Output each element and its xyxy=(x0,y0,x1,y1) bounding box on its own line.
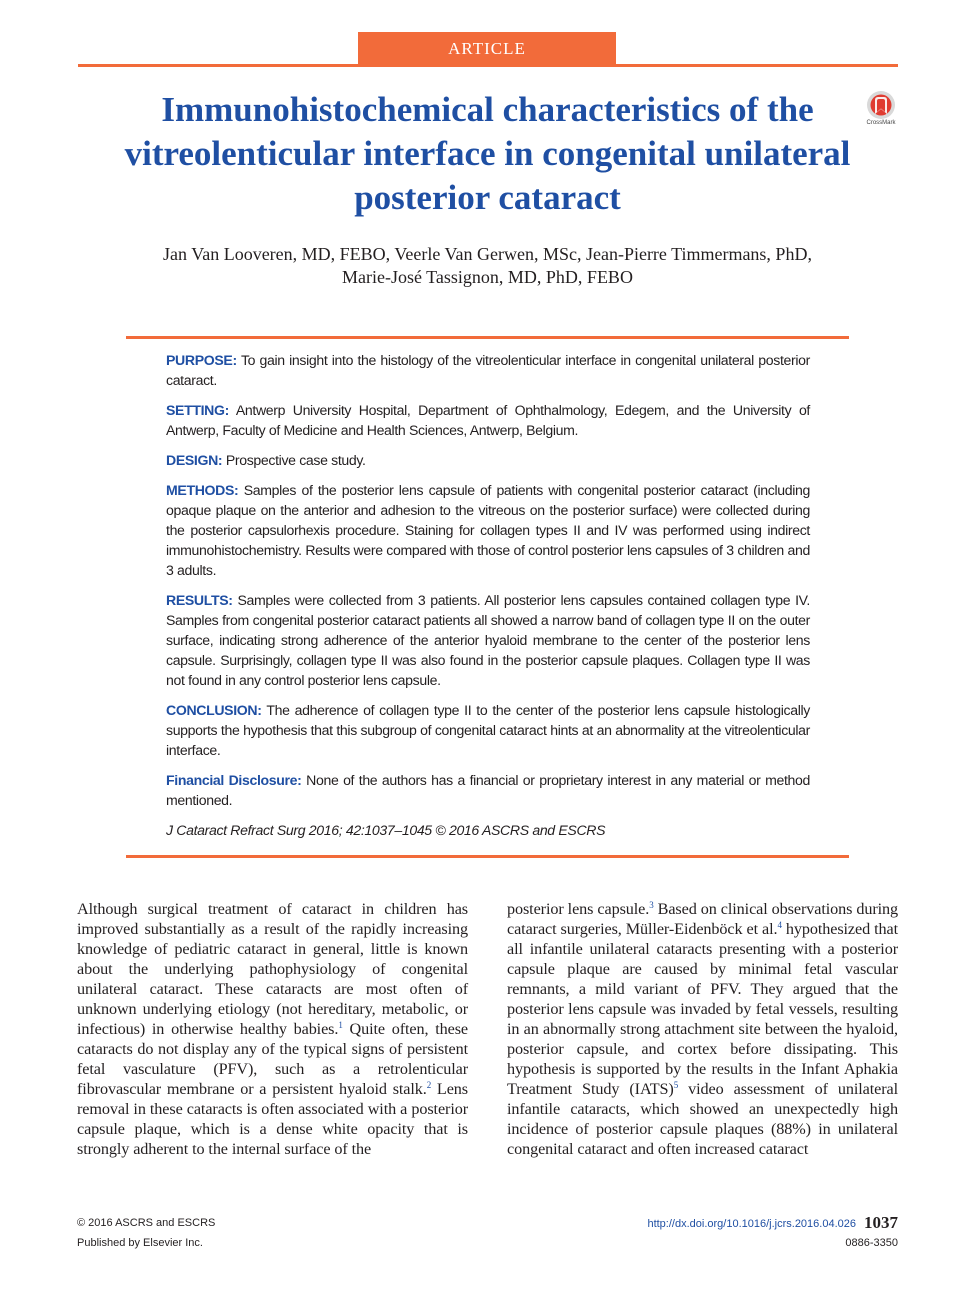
abstract-setting xyxy=(166,400,810,440)
journal-citation: J Cataract Refract Surg 2016; 42:1037–1045 © 2016 ASCRS and ESCRS xyxy=(166,822,606,838)
body-text: posterior lens capsule. xyxy=(507,900,650,918)
reference-link-1[interactable]: 1 xyxy=(338,1020,343,1030)
reference-link-2[interactable]: 2 xyxy=(426,1080,432,1090)
methods-label: METHODS: xyxy=(166,482,239,498)
doi-link[interactable]: http://dx.doi.org/10.1016/j.jcrs.2016.04.026 xyxy=(647,1218,856,1230)
authors-line-2: Marie-José Tassignon, MD, PhD, FEBO xyxy=(342,267,633,287)
header-rule xyxy=(78,64,898,67)
body-text: video assessment of unilateral infantile cataracts, which showed an unexpectedly high incidence of posterior capsule plaques (88%) in unilateral congenital cataract and often increased cataract xyxy=(507,1080,898,1158)
results-label: RESULTS: xyxy=(166,592,233,608)
disclosure-text: None of the authors has a financial or proprietary interest in any material or method mentioned. xyxy=(166,772,810,808)
conclusion-text: The adherence of collagen type II to the center of the posterior lens capsule histologically supports the hypothesis that this subgroup of congenital cataract hints at an abnormality at the vitreolenticular interface. xyxy=(166,702,810,758)
article-title: Immunohistochemical characteristics of the vitreolenticular interface in congenital unilateral posterior cataract xyxy=(124,90,851,217)
reference-link-4[interactable]: 4 xyxy=(777,920,782,930)
abstract-design xyxy=(166,450,810,470)
abstract-disclosure xyxy=(166,770,810,810)
authors-line-1: Jan Van Looveren, MD, FEBO, Veerle Van Gerwen, MSc, Jean-Pierre Timmermans, PhD, xyxy=(163,244,812,264)
body-text: Although surgical treatment of cataract in children has improved substantially as a result of the rapidly increasing knowledge of pediatric cataract in general, little is known about the underlying pathophysiology of congenital unilateral cataract. These cataracts are most often of unknown underlying etiology (not hereditary, metabolic, or infectious) in otherwise healthy babies. xyxy=(77,900,468,1038)
body-text: Based on clinical observations during cataract surgeries, Müller-Eidenböck et al. xyxy=(507,900,899,938)
footer-publisher: Published by Elsevier Inc. xyxy=(77,1237,203,1249)
body-text: Lens removal in these cataracts is often associated with a posterior capsule plaque, which is a dense white opacity that is strongly adherent to the internal surface of the xyxy=(77,1080,468,1158)
setting-text: Antwerp University Hospital, Department of Ophthalmology, Edegem, and the University of Antwerp, Faculty of Medicine and Health Sciences, Antwerp, Belgium. xyxy=(166,402,810,438)
footer-copyright: © 2016 ASCRS and ESCRS xyxy=(77,1217,216,1229)
abstract xyxy=(166,350,810,850)
abstract-methods xyxy=(166,480,810,580)
methods-text: Samples of the posterior lens capsule of patients with congenital posterior cataract (including opaque plaque on the anterior and adhesion to the vitreous on the posterior surface) were collected during the posterior capsulorhexis procedure. Staining for collagen types II and IV was performed using indirect immunohistochemistry. Results were compared with those of control posterior lens capsules of 3 children and 3 adults. xyxy=(166,482,810,578)
issn: 0886-3350 xyxy=(845,1237,898,1249)
reference-link-3[interactable]: 3 xyxy=(649,900,654,910)
design-label: DESIGN: xyxy=(166,452,223,468)
disclosure-label: Financial Disclosure: xyxy=(166,772,302,788)
crossmark-label: CrossMark xyxy=(866,120,896,126)
purpose-label: PURPOSE: xyxy=(166,352,237,368)
body-text: Quite often, these cataracts do not display any of the typical signs of persistent fetal vasculature (PFV), such as a retrolenticular fibrovascular membrane or a persistent hyaloid stalk. xyxy=(77,1020,468,1098)
abstract-conclusion xyxy=(166,700,810,760)
reference-link-5[interactable]: 5 xyxy=(673,1080,679,1090)
page-number: 1037 xyxy=(864,1213,898,1232)
body-text: hypothesized that all infantile unilateral cataracts presenting with a posterior capsule plaque are caused by minimal fetal vascular remnants, a mild variant of PFV. They argued that the posterior lens capsule was invaded by fetal vessels, resulting in an abnormally strong attachment site between the hyaloid, posterior capsule, and cortex before dissipating. This hypothesis is supported by the results in the Infant Aphakia Treatment Study (IATS) xyxy=(507,920,898,1098)
setting-label: SETTING: xyxy=(166,402,229,418)
abstract-results xyxy=(166,590,810,690)
abstract-top-rule xyxy=(126,336,849,339)
design-text: Prospective case study. xyxy=(222,452,366,468)
abstract-bottom-rule xyxy=(126,855,849,858)
author-list xyxy=(100,243,875,289)
abstract-purpose xyxy=(166,350,810,390)
section-label: ARTICLE xyxy=(358,32,616,65)
results-text: Samples were collected from 3 patients. All posterior lens capsules contained collagen type IV. Samples from congenital posterior cataract patients all showed a narrow band of collagen type II on the outer surface, indicating strong adherence of the anterior hyaloid membrane to the center of the posterior lens capsule. Surprisingly, collagen type II was also found in the posterior capsule plaques. Collagen type II was not found in any control posterior lens capsule. xyxy=(166,592,810,688)
body-column-left xyxy=(77,899,468,1159)
body-column-right xyxy=(507,899,898,1159)
purpose-text: To gain insight into the histology of the vitreolenticular interface in congenital unilateral posterior cataract. xyxy=(166,352,810,388)
conclusion-label: CONCLUSION: xyxy=(166,702,262,718)
